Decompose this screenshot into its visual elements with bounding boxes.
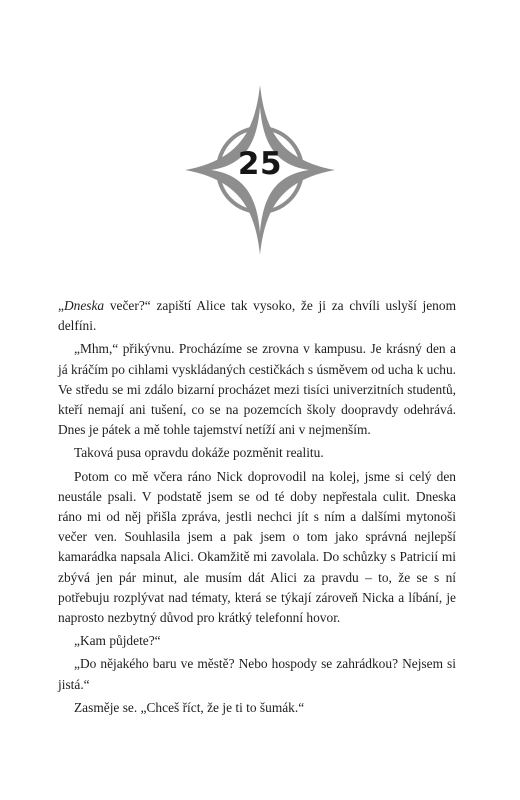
- paragraph: Taková pusa opravdu dokáže pozměnit realitu.: [74, 445, 324, 461]
- paragraph: „Kam půjdete?“: [74, 633, 161, 649]
- paragraph: „Mhm,“ přikývnu. Procházíme se zrovna v kampusu. Je krásný den a já kráčím po cihlami vyskládaných cestičkách s úsměvem od ucha k uchu. Ve středu se mi zdálo bizarní procházet mezi tisíci univerzitních studentů, kteří nemají ani tušení, co se na pozemcích školy doopravdy odehrává. Dnes je pátek a mě tohle tajemství netíží ani v nejmenším.: [58, 341, 456, 438]
- chapter-number: 25: [237, 146, 283, 182]
- chapter-body-text: [58, 296, 456, 721]
- paragraph: „Dneska večer?“ zapiští Alice tak vysoko, že ji za chvíli uslyší jenom delfíni.: [58, 298, 456, 334]
- paragraph: Potom co mě včera ráno Nick doprovodil na kolej, jsme si celý den neustále psali. V podstatě jsem se od té doby nepřestala culit. Dneska ráno mi od něj přišla zpráva, jestli nechci jít s ním a dalšími mytonoši večer ven. Souhlasila jsem a pak jsem o tom jako správná nejlepší kamarádka napsala Alici. Okamžitě mi zavolala. Do schůzky s Patricií mi zbývá jen pár minut, ale musím dát Alici za pravdu – to, že se s ní potřebuju rozplývat nad tématy, která se týkají zároveň Nicka a líbání, je naprosto nezbytný důvod pro krátký telefonní hovor.: [58, 468, 456, 626]
- paragraph: „Do nějakého baru ve městě? Nebo hospody se zahrádkou? Nejsem si jistá.“: [58, 656, 456, 692]
- paragraph: Zasměje se. „Chceš říct, že je ti to šumák.“: [74, 699, 305, 715]
- italic-word: Dneska: [63, 298, 105, 313]
